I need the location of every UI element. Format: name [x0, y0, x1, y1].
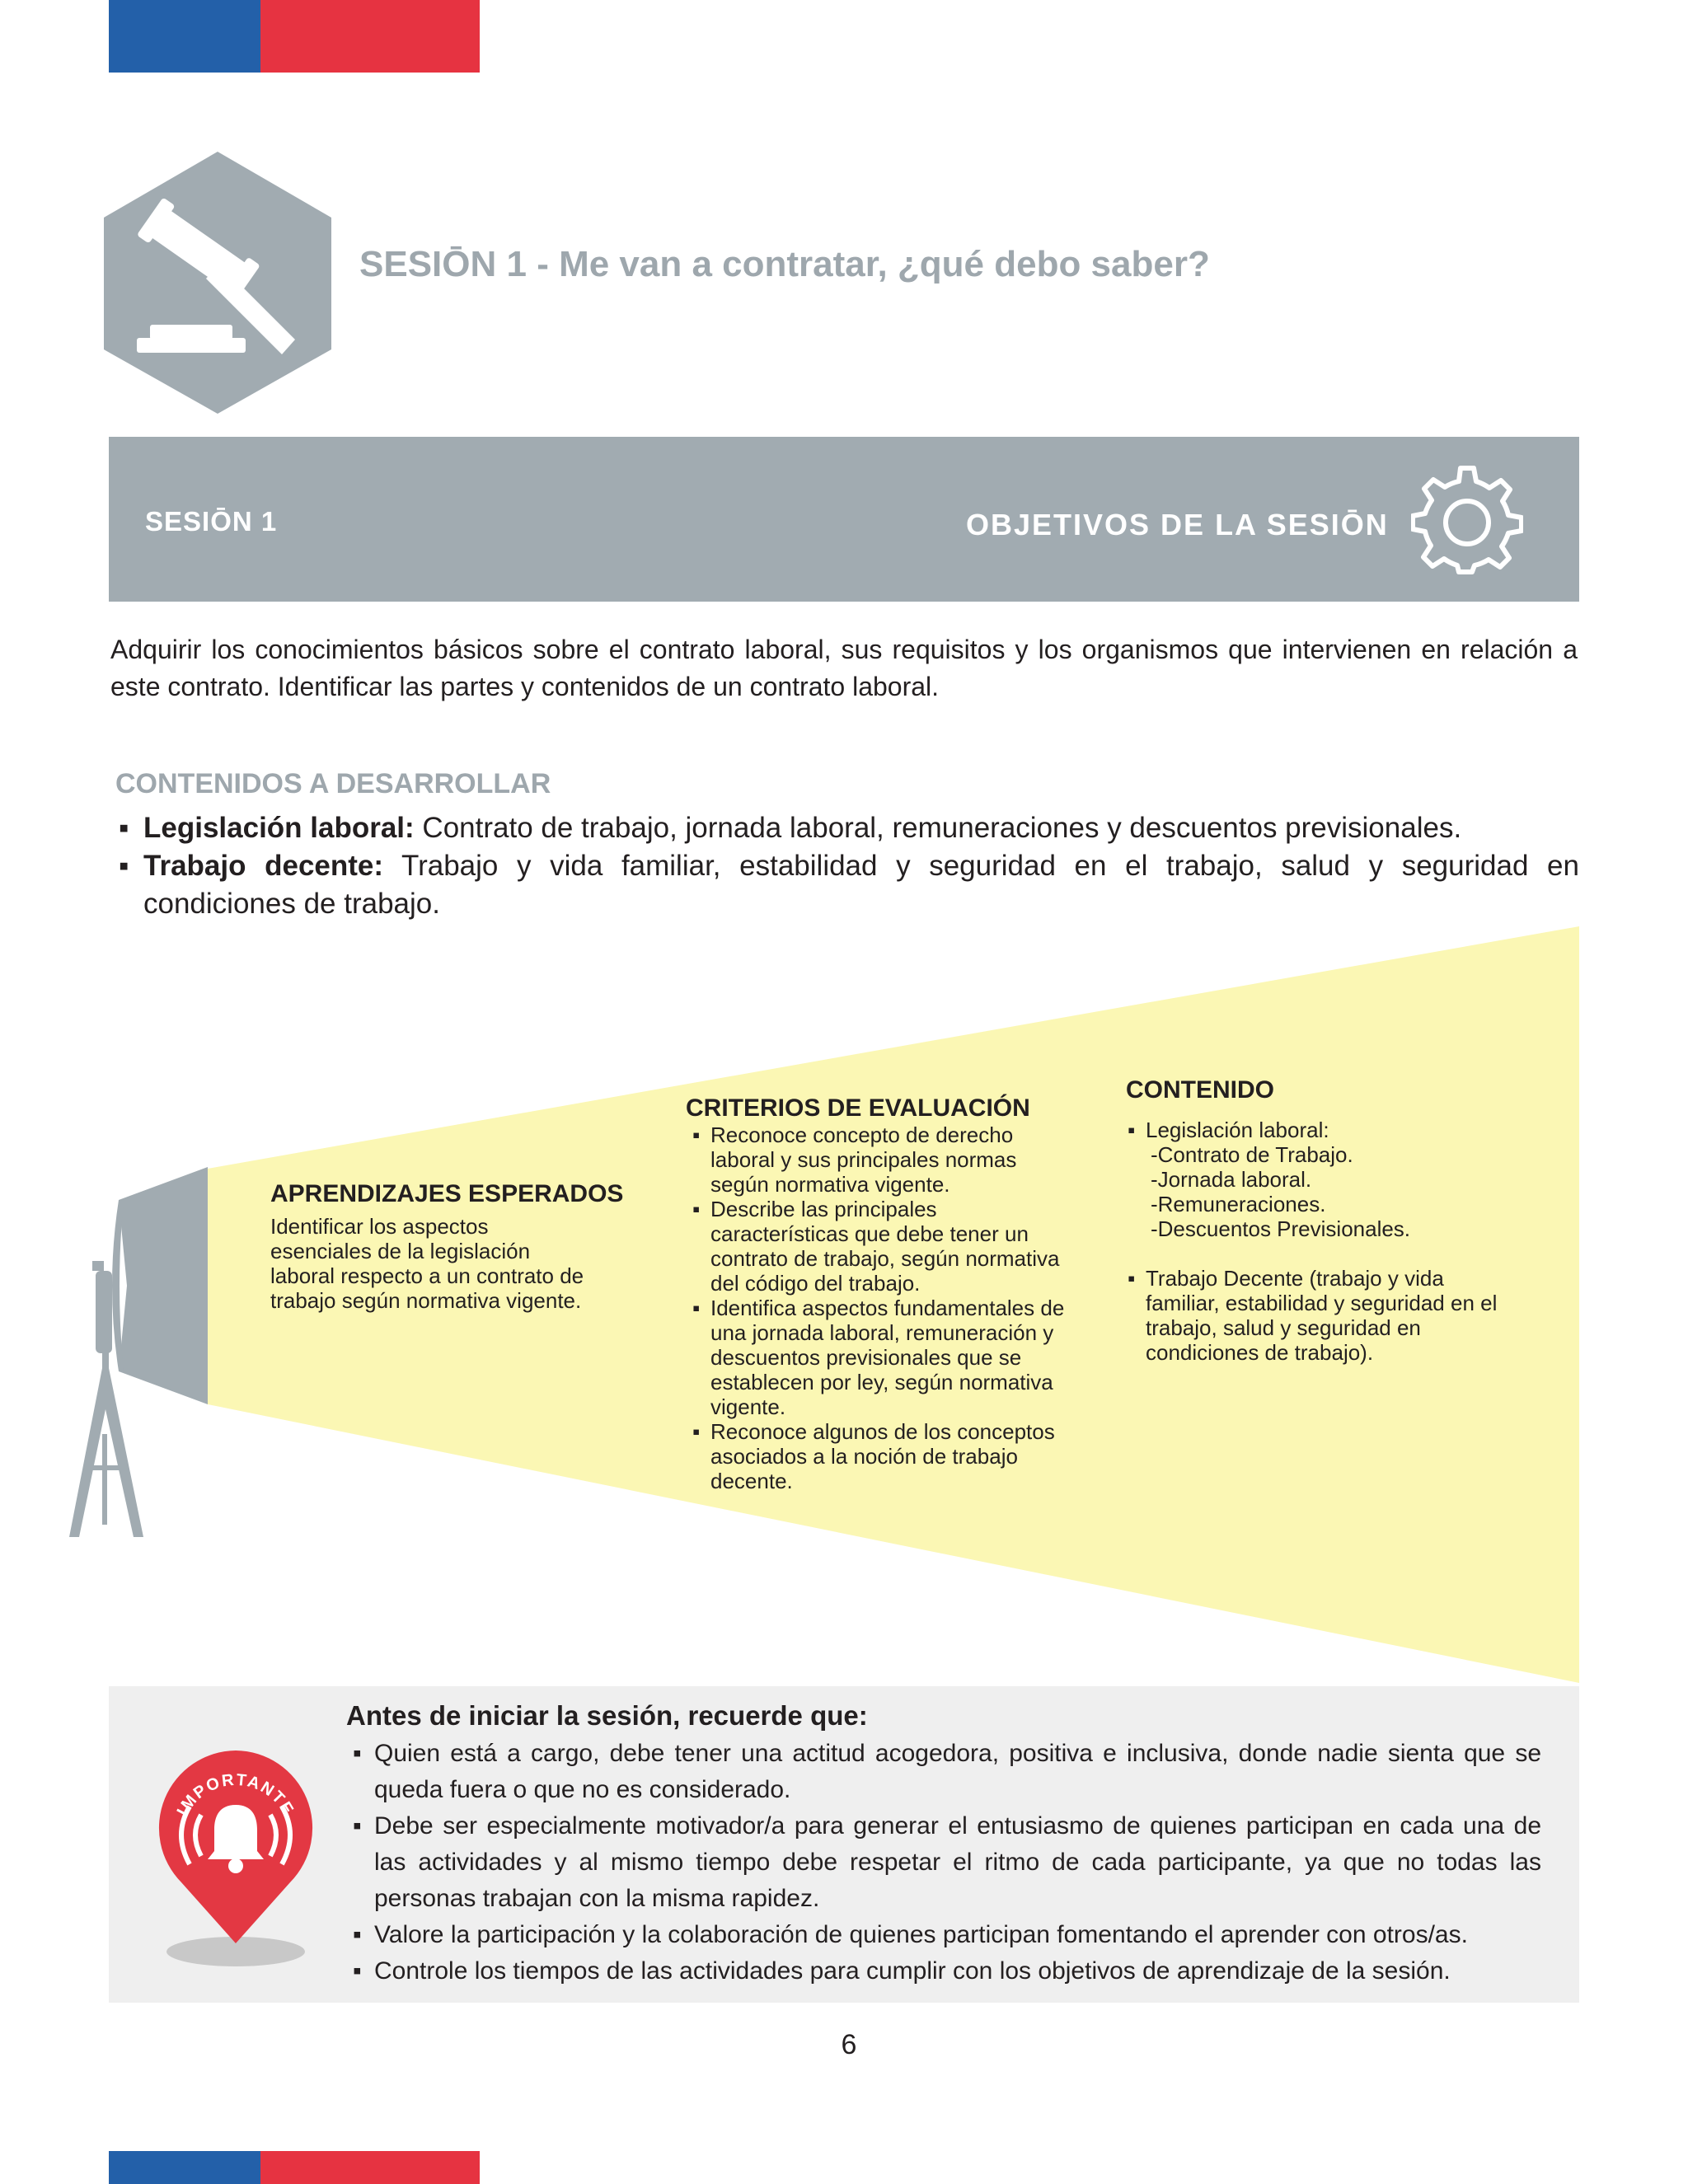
text-line: decente.	[710, 1469, 793, 1493]
list-item	[351, 1917, 1541, 1953]
text-line: Identificar los aspectos	[270, 1214, 489, 1239]
list-item	[115, 809, 1579, 847]
text-line: trabajo, salud y seguridad en	[1146, 1315, 1421, 1340]
text-line: vigente.	[710, 1394, 786, 1419]
list-item	[691, 1122, 1119, 1197]
session-objective: Adquirir los conocimientos básicos sobre el contrato laboral, sus requisitos y los organismos que intervienen en relación a este contrato. Identificar las partes y contenidos de un contrato laboral.	[110, 635, 1578, 701]
list-item-text: Quien está a cargo, debe tener una actitud acogedora, positiva e inclusiva, donde nadie sienta que se queda fuera o que no es considerado.	[374, 1740, 1541, 1803]
criterios-heading: CRITERIOS DE EVALUACIÓN	[686, 1094, 1030, 1122]
list-item	[115, 847, 1579, 923]
list-item-text: Contrato de trabajo, jornada laboral, remuneraciones y descuentos previsionales.	[414, 812, 1462, 844]
banner-session-label: SESIŌN 1	[145, 506, 278, 537]
sub-list	[1146, 1142, 1554, 1241]
gavel-icon	[101, 148, 335, 417]
text-line: Legislación laboral:	[1146, 1118, 1329, 1142]
aprendizajes-heading: APRENDIZAJES ESPERADOS	[270, 1180, 624, 1207]
text-line: -Contrato de Trabajo.	[1151, 1142, 1353, 1167]
banner-objectives-label: OBJETIVOS DE LA SESIŌN	[966, 508, 1389, 541]
objectives-banner	[109, 437, 1579, 602]
text-line: esenciales de la legislación	[270, 1239, 531, 1263]
text-line: condiciones de trabajo).	[1146, 1340, 1374, 1365]
text-line: laboral y sus principales normas	[710, 1147, 1017, 1172]
contenidos-list	[115, 809, 1579, 923]
text-line: trabajo según normativa vigente.	[270, 1288, 582, 1313]
list-item-text: Trabajo y vida familiar, estabilidad y seguridad en el trabajo, salud y seguridad en condiciones de trabajo.	[143, 850, 1579, 920]
bullet: ▪	[692, 1296, 701, 1320]
text-line: laboral respecto a un contrato de	[270, 1263, 584, 1288]
text-line: según normativa vigente.	[710, 1172, 950, 1197]
list-item-text: Controle los tiempos de las actividades para cumplir con los objetivos de aprendizaje de la sesión.	[374, 1957, 1451, 1985]
bell-alarm-icon	[153, 1747, 318, 1978]
text-line: descuentos previsionales que se	[710, 1345, 1022, 1370]
bottom-flag-red	[260, 2151, 480, 2184]
contenido-heading: CONTENIDO	[1126, 1076, 1274, 1104]
bullet: ▪	[692, 1419, 701, 1444]
text-line: Describe las principales	[710, 1197, 937, 1221]
list-item	[691, 1296, 1119, 1419]
bullet: ▪	[353, 1921, 362, 1948]
list-item-text: Debe ser especialmente motivador/a para generar el entusiasmo de quienes participan en cada una de las actividades y al mismo tiempo debe respetar el ritmo de cada participante, ya que no todas las personas trabajan con la misma rapidez.	[374, 1812, 1541, 1912]
top-flag-red	[260, 0, 480, 73]
bullet: ▪	[1128, 1118, 1136, 1142]
note-heading: Antes de iniciar la sesión, recuerde que:	[346, 1700, 868, 1731]
list-item	[351, 1953, 1541, 1990]
list-item-term: Trabajo decente:	[143, 850, 384, 882]
gear-icon	[1411, 465, 1523, 577]
bullet: ▪	[353, 1812, 362, 1840]
text-line: Trabajo Decente (trabajo y vida	[1146, 1266, 1444, 1291]
text-line: Reconoce concepto de derecho	[710, 1122, 1014, 1147]
page-number: 6	[841, 2029, 857, 2060]
list-item-text: Valore la participación y la colaboración de quienes participan fomentando el aprender con otros/as.	[374, 1921, 1468, 1948]
bullet: ▪	[1128, 1266, 1136, 1291]
bullet: ▪	[692, 1122, 701, 1147]
bottom-flag-blue	[109, 2151, 260, 2184]
text-line: -Jornada laboral.	[1151, 1167, 1312, 1192]
criterios-list	[691, 1122, 1119, 1493]
note-list	[351, 1736, 1541, 1990]
text-line: Identifica aspectos fundamentales de	[710, 1296, 1065, 1320]
contenido-list	[1126, 1118, 1554, 1365]
aprendizajes-text	[270, 1214, 633, 1313]
text-line: asociados a la noción de trabajo	[710, 1444, 1018, 1469]
list-item-term: Legislación laboral:	[143, 812, 415, 844]
text-line: Reconoce algunos de los conceptos	[710, 1419, 1055, 1444]
text-line: una jornada laboral, remuneración y	[710, 1320, 1054, 1345]
spotlight-icon	[69, 1162, 218, 1541]
list-item	[1126, 1118, 1554, 1241]
top-flag-blue	[109, 0, 260, 73]
text-line: del código del trabajo.	[710, 1271, 921, 1296]
text-line: familiar, estabilidad y seguridad en el	[1146, 1291, 1498, 1315]
session-title: SESIŌN 1 - Me van a contratar, ¿qué debo saber?	[359, 244, 1210, 284]
bullet: ▪	[353, 1957, 362, 1985]
text-line: contrato de trabajo, según normativa	[710, 1246, 1060, 1271]
bullet: ▪	[119, 812, 129, 844]
list-item	[691, 1197, 1119, 1296]
text-line: -Descuentos Previsionales.	[1151, 1216, 1411, 1241]
contenidos-heading: CONTENIDOS A DESARROLLAR	[115, 768, 551, 799]
list-item	[691, 1419, 1119, 1493]
text-line: características que debe tener un	[710, 1221, 1029, 1246]
list-item	[351, 1808, 1541, 1917]
list-item	[351, 1736, 1541, 1808]
bullet: ▪	[353, 1740, 362, 1767]
bullet: ▪	[119, 850, 129, 882]
bullet: ▪	[692, 1197, 701, 1221]
badge-label: IMPORTANTE	[173, 1770, 298, 1820]
text-line: -Remuneraciones.	[1151, 1192, 1326, 1216]
text-line: establecen por ley, según normativa	[710, 1370, 1053, 1394]
list-item	[1126, 1266, 1554, 1365]
